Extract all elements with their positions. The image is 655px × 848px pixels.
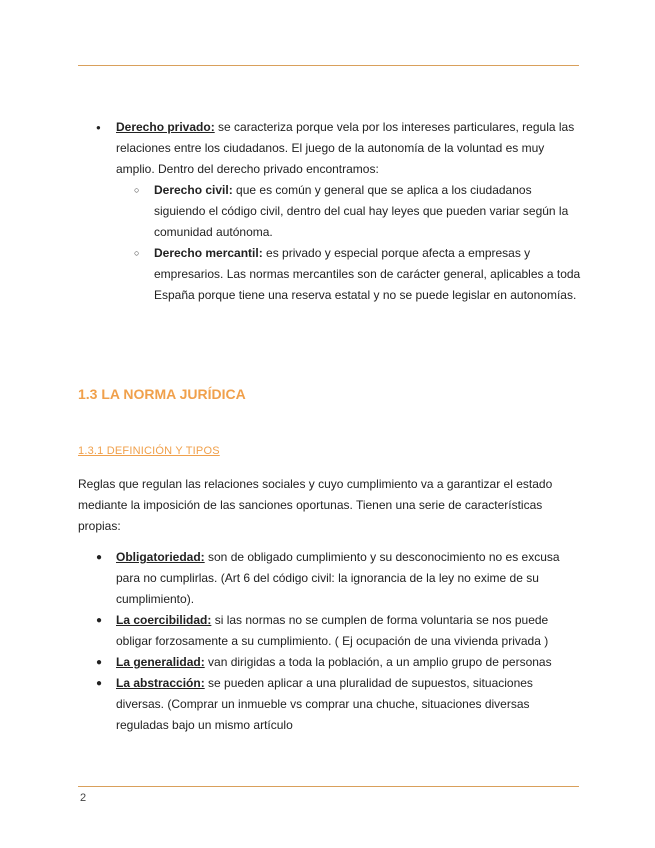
list-item-abstraccion bbox=[78, 673, 583, 736]
list-item-obligatoriedad bbox=[78, 547, 583, 610]
private-law-text: se caracteriza porque vela por los intereses particulares, regula las relaciones entre los ciudadanos. El juego de la autonomía de la voluntad es muy amplio. Dentro del derecho privado encontramos: bbox=[116, 120, 575, 176]
list-item-generalidad bbox=[78, 652, 583, 673]
term-commercial-law: Derecho mercantil: bbox=[154, 246, 263, 260]
coercibilidad-text: si las normas no se cumplen de forma voluntaria se nos puede obligar forzosamente a su cumplimiento. ( Ej ocupación de una vivienda privada ) bbox=[116, 613, 549, 648]
term-generalidad: La generalidad: bbox=[116, 655, 205, 669]
obligatoriedad-text: son de obligado cumplimiento y su desconocimiento no es excusa para no cumplirlas. (Art 6 del código civil: la ignorancia de la ley no exime de su cumplimiento). bbox=[116, 550, 560, 606]
header-rule bbox=[78, 65, 579, 66]
abstraccion-text: se pueden aplicar a una pluralidad de supuestos, situaciones diversas. (Comprar un inmueble vs comprar una chuche, situaciones diversas reguladas bajo un mismo artículo bbox=[116, 676, 533, 732]
term-obligatoriedad: Obligatoriedad: bbox=[116, 550, 205, 564]
section-heading: 1.3 LA NORMA JURÍDICA bbox=[78, 386, 246, 402]
footer-rule bbox=[78, 786, 579, 787]
list-item-private-law bbox=[78, 117, 583, 306]
page-number: 2 bbox=[80, 792, 87, 804]
commercial-law-text: es privado y especial porque afecta a empresas y empresarios. Las normas mercantiles son de carácter general, aplicables a toda España porque tiene una reserva estatal y no se puede legislar en autonomías. bbox=[154, 246, 581, 302]
characteristics-list bbox=[78, 547, 583, 736]
subsection-heading: 1.3.1 DEFINICIÓN Y TIPOS bbox=[78, 445, 220, 457]
private-law-section bbox=[78, 117, 583, 306]
term-coercibilidad: La coercibilidad: bbox=[116, 613, 212, 627]
list-item-commercial-law bbox=[116, 243, 583, 306]
intro-paragraph: Reglas que regulan las relaciones sociales y cuyo cumplimiento va a garantizar el estado mediante la imposición de las sanciones oportunas. Tienen una serie de características propias: bbox=[78, 477, 553, 533]
generalidad-text: van dirigidas a toda la población, a un amplio grupo de personas bbox=[204, 655, 552, 669]
term-private-law: Derecho privado: bbox=[116, 120, 215, 134]
list-item-civil-law bbox=[116, 180, 583, 243]
term-abstraccion: La abstracción: bbox=[116, 676, 205, 690]
civil-law-text: que es común y general que se aplica a los ciudadanos siguiendo el código civil, dentro del cual hay leyes que pueden variar según la comunidad autónoma. bbox=[154, 183, 569, 239]
term-civil-law: Derecho civil: bbox=[154, 183, 233, 197]
list-item-coercibilidad bbox=[78, 610, 583, 652]
